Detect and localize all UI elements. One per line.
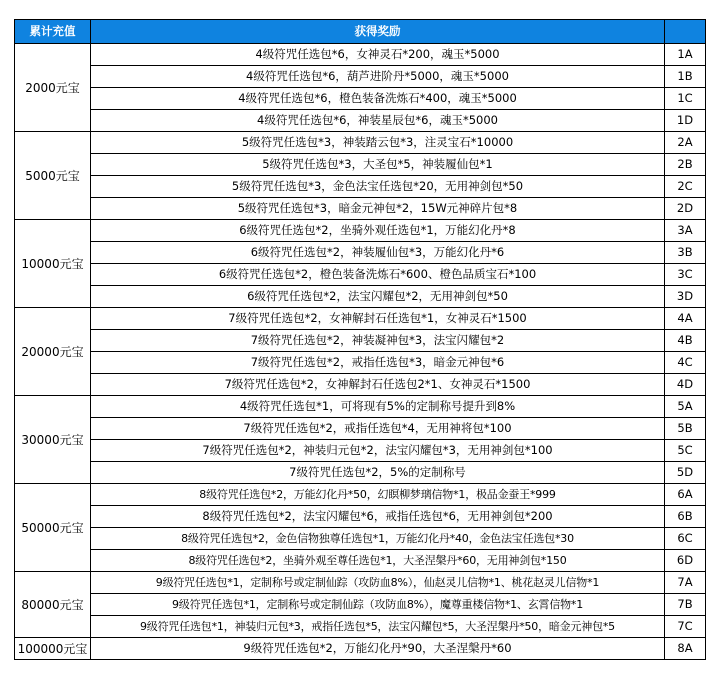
code-cell: 1D	[665, 110, 706, 132]
table-row	[15, 198, 706, 220]
code-cell: 1A	[665, 44, 706, 66]
code-cell: 1B	[665, 66, 706, 88]
reward-cell: 7级符咒任选包*2，神装凝神包*3，法宝闪耀包*2	[91, 330, 665, 352]
table-row	[15, 242, 706, 264]
reward-cell: 7级符咒任选包*2，戒指任选包*3，暗金元神包*6	[91, 352, 665, 374]
reward-cell: 6级符咒任选包*2，神装履仙包*3，万能幻化丹*6	[91, 242, 665, 264]
reward-cell: 7级符咒任选包*2，戒指任选包*4，无用神将包*100	[91, 418, 665, 440]
reward-table-container	[14, 19, 706, 660]
reward-cell: 8级符咒任选包*2，金色信物独尊任选包*1，万能幻化丹*40，金色法宝任选包*30	[91, 528, 665, 550]
code-cell: 4A	[665, 308, 706, 330]
code-cell: 6D	[665, 550, 706, 572]
code-cell: 5C	[665, 440, 706, 462]
reward-cell: 7级符咒任选包*2，女神解封石任选包*1，女神灵石*1500	[91, 308, 665, 330]
code-cell: 6B	[665, 506, 706, 528]
table-row	[15, 176, 706, 198]
code-cell: 5A	[665, 396, 706, 418]
code-cell: 5B	[665, 418, 706, 440]
code-cell: 6C	[665, 528, 706, 550]
code-cell: 5D	[665, 462, 706, 484]
table-row	[15, 396, 706, 418]
reward-cell: 7级符咒任选包*2，5%的定制称号	[91, 462, 665, 484]
table-row	[15, 528, 706, 550]
table-row	[15, 132, 706, 154]
reward-cell: 8级符咒任选包*2，法宝闪耀包*6，戒指任选包*6，无用神剑包*200	[91, 506, 665, 528]
reward-cell: 9级符咒任选包*1，神装归元包*3，戒指任选包*5，法宝闪耀包*5，大圣涅槃丹*50，暗金元神包*5	[91, 616, 665, 638]
code-cell: 2A	[665, 132, 706, 154]
code-cell: 7A	[665, 572, 706, 594]
header-code	[665, 20, 706, 44]
reward-cell: 4级符咒任选包*6，橙色装备洗炼石*400，魂玉*5000	[91, 88, 665, 110]
reward-cell: 5级符咒任选包*3，暗金元神包*2，15W元神碎片包*8	[91, 198, 665, 220]
reward-cell: 9级符咒任选包*2，万能幻化丹*90，大圣涅槃丹*60	[91, 638, 665, 660]
reward-cell: 4级符咒任选包*6，女神灵石*200，魂玉*5000	[91, 44, 665, 66]
header-reward: 获得奖励	[91, 20, 665, 44]
table-row	[15, 220, 706, 242]
code-cell: 3D	[665, 286, 706, 308]
code-cell: 3C	[665, 264, 706, 286]
table-row	[15, 594, 706, 616]
table-row	[15, 110, 706, 132]
tier-amount: 10000元宝	[15, 220, 91, 308]
tier-amount: 100000元宝	[15, 638, 91, 660]
reward-cell: 7级符咒任选包*2，神装归元包*2，法宝闪耀包*3，无用神剑包*100	[91, 440, 665, 462]
reward-cell: 4级符咒任选包*1，可将现有5%的定制称号提升到8%	[91, 396, 665, 418]
table-row	[15, 66, 706, 88]
tier-amount: 20000元宝	[15, 308, 91, 396]
reward-cell: 6级符咒任选包*2，法宝闪耀包*2，无用神剑包*50	[91, 286, 665, 308]
table-row	[15, 572, 706, 594]
code-cell: 7B	[665, 594, 706, 616]
tier-amount: 50000元宝	[15, 484, 91, 572]
code-cell: 4C	[665, 352, 706, 374]
reward-cell: 9级符咒任选包*1，定制称号或定制仙踪（攻防血8%），仙赵灵儿信物*1、桃花赵灵儿信物*1	[91, 572, 665, 594]
reward-cell: 6级符咒任选包*2，坐骑外观任选包*1，万能幻化丹*8	[91, 220, 665, 242]
header-recharge: 累计充值	[15, 20, 91, 44]
table-row	[15, 154, 706, 176]
tier-amount: 80000元宝	[15, 572, 91, 638]
table-row	[15, 374, 706, 396]
reward-cell: 6级符咒任选包*2，橙色装备洗炼石*600、橙色品质宝石*100	[91, 264, 665, 286]
reward-cell: 9级符咒任选包*1，定制称号或定制仙踪（攻防血8%），魔尊重楼信物*1、玄霄信物*1	[91, 594, 665, 616]
code-cell: 3B	[665, 242, 706, 264]
table-row	[15, 440, 706, 462]
code-cell: 6A	[665, 484, 706, 506]
reward-cell: 5级符咒任选包*3，大圣包*5，神装履仙包*1	[91, 154, 665, 176]
code-cell: 2C	[665, 176, 706, 198]
table-row	[15, 616, 706, 638]
table-row	[15, 330, 706, 352]
table-row	[15, 286, 706, 308]
code-cell: 7C	[665, 616, 706, 638]
table-row	[15, 352, 706, 374]
code-cell: 8A	[665, 638, 706, 660]
table-row	[15, 264, 706, 286]
reward-cell: 8级符咒任选包*2，万能幻化丹*50，幻瞑柳梦璃信物*1，极品金蚕王*999	[91, 484, 665, 506]
reward-cell: 7级符咒任选包*2，女神解封石任选包2*1、女神灵石*1500	[91, 374, 665, 396]
table-row	[15, 308, 706, 330]
table-row	[15, 484, 706, 506]
table-row	[15, 506, 706, 528]
reward-cell: 5级符咒任选包*3，金色法宝任选包*20，无用神剑包*50	[91, 176, 665, 198]
code-cell: 4D	[665, 374, 706, 396]
tier-amount: 30000元宝	[15, 396, 91, 484]
table-header-row	[15, 20, 706, 44]
code-cell: 2B	[665, 154, 706, 176]
code-cell: 4B	[665, 330, 706, 352]
reward-cell: 8级符咒任选包*2，坐骑外观至尊任选包*1，大圣涅槃丹*60，无用神剑包*150	[91, 550, 665, 572]
tier-amount: 2000元宝	[15, 44, 91, 132]
recharge-reward-table	[14, 19, 706, 660]
reward-cell: 5级符咒任选包*3，神装踏云包*3，注灵宝石*10000	[91, 132, 665, 154]
table-row	[15, 88, 706, 110]
reward-cell: 4级符咒任选包*6，葫芦进阶丹*5000，魂玉*5000	[91, 66, 665, 88]
tier-amount: 5000元宝	[15, 132, 91, 220]
table-row	[15, 550, 706, 572]
code-cell: 2D	[665, 198, 706, 220]
table-row	[15, 418, 706, 440]
table-row	[15, 638, 706, 660]
table-row	[15, 462, 706, 484]
code-cell: 3A	[665, 220, 706, 242]
code-cell: 1C	[665, 88, 706, 110]
table-row	[15, 44, 706, 66]
reward-cell: 4级符咒任选包*6，神装星辰包*6，魂玉*5000	[91, 110, 665, 132]
